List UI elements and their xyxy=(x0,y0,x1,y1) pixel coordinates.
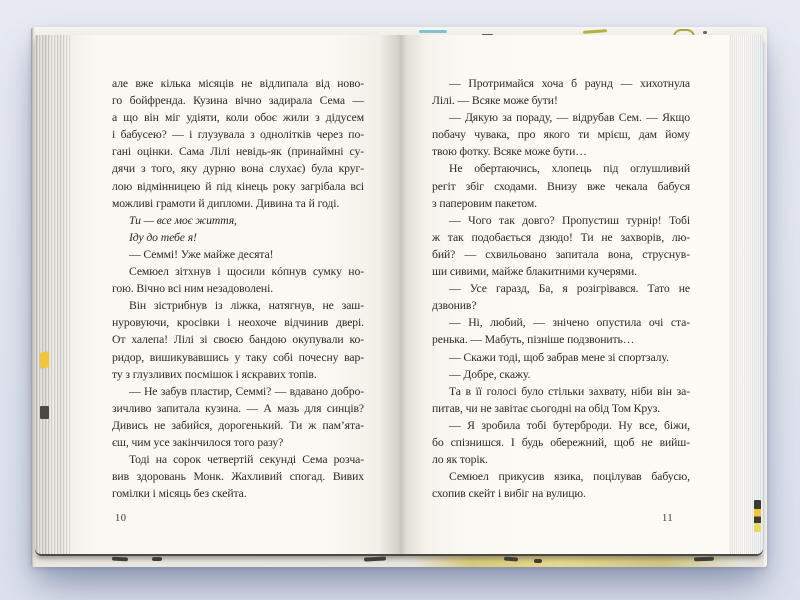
text-line: — Ні, любий, — знічено опустила очі ста- xyxy=(449,316,690,330)
text-line: — Дякую за пораду, — відрубав Сем. — Якщо xyxy=(449,111,690,125)
text-line: Семюел зітхнув і щосили кóпнув сумку но- xyxy=(129,265,364,279)
text-line: питав, чи не завітає сьогодні на обід Том Круз. xyxy=(432,401,661,415)
text-line: схопив скейт і вибіг на вулицю. xyxy=(432,487,586,501)
cover-doodle xyxy=(534,559,542,563)
text-line: вив здоровань Монк. Жахливий спогад. Вивих xyxy=(112,470,364,484)
cover-top-edge xyxy=(31,27,767,35)
left-page xyxy=(71,35,400,554)
fore-edge-mark xyxy=(754,500,761,532)
text-line: — Семмі! Уже майже десята! xyxy=(129,247,274,261)
right-page-number: 11 xyxy=(662,513,674,524)
page-block xyxy=(35,35,763,554)
text-line: Семюел прикусив язика, поцілував бабусю, xyxy=(449,470,690,484)
left-page-number: 10 xyxy=(115,513,127,524)
text-line: зичливо запитала кузина. — А мазь для синців? xyxy=(112,401,364,415)
text-line: твою фотку. Всяке може бути… xyxy=(432,145,587,159)
text-line: ренька. — Мабуть, пізніше подзвонить… xyxy=(432,333,635,347)
text-line: Іду до тебе я! xyxy=(129,230,197,244)
cover-bottom-edge xyxy=(34,555,764,567)
text-line: — Протримайся хоча б раунд — хихотнула xyxy=(449,77,690,90)
right-page-text xyxy=(432,75,690,502)
text-line: — Не забув пластир, Семмі? — вдавано добро- xyxy=(129,384,364,398)
text-line: Він зістрибнув із ліжка, натягнув, не заш- xyxy=(129,299,364,313)
text-line: дячи з того, яку дурню вона слухає) була круг- xyxy=(112,162,364,176)
text-line: — Чого так довго? Пропустиш турнір! Тобі xyxy=(449,213,690,227)
text-line: побачу чувака, про якого ти мрієш, дам йому xyxy=(432,128,690,142)
cover-doodle xyxy=(152,557,162,561)
text-line: От халепа! Лілі зі своєю бандою окупували ко- xyxy=(112,333,364,347)
left-page-text xyxy=(112,75,364,502)
text-line: дзвонив? xyxy=(432,299,477,313)
text-line: Тоді на сорок четвертій секунді Сема розча- xyxy=(129,453,364,467)
text-line: Ти — все моє життя, xyxy=(129,213,237,227)
right-page xyxy=(400,35,729,554)
text-line: — Добре, скажу. xyxy=(449,367,531,381)
text-line: а що він міг удіяти, коли обоє жили з дідусем xyxy=(112,111,364,125)
text-line: Лілі. — Всяке може бути! xyxy=(432,94,558,108)
text-line: можливі грамоти й дипломи. Дивина та й годі. xyxy=(112,196,340,210)
cover-doodle xyxy=(419,30,447,33)
text-line: лою відмінницею й під кінець року загрібала всі xyxy=(112,179,364,193)
text-line: регіт збіг сходами. Внизу вже чекала бабуся xyxy=(432,179,690,193)
text-line: го бойфренда. Кузина вічно задирала Сема — xyxy=(112,94,364,108)
text-line: — Усе гаразд, Ба, я розігрівався. Тато не xyxy=(449,282,690,296)
open-book xyxy=(31,27,767,567)
text-line: ту з глузливих посмішок і яскравих топів. xyxy=(112,367,317,381)
text-line: Дивись не забийся, дорогенький. Ти ж пам’ята- xyxy=(112,418,364,432)
text-line: і бабусею? — і глузувала з однолітків через по- xyxy=(112,128,364,142)
cover-doodle xyxy=(504,557,518,562)
text-line: гані оцінки. Сама Лілі невідь-як (принаймні су- xyxy=(112,145,364,159)
cover-doodle xyxy=(364,556,386,561)
text-line: з паперовим пакетом. xyxy=(432,196,537,210)
text-line: гомілки і місяць без скейта. xyxy=(112,487,247,501)
text-line: бо спізнишся. І будь обережний, щоб не вийш- xyxy=(432,435,690,449)
cover-doodle xyxy=(703,31,707,34)
text-line: — Скажи тоді, щоб забрав мене зі спортзалу. xyxy=(449,350,669,364)
text-line: єш, чим усе закінчилося того разу? xyxy=(112,435,284,449)
cover-doodle xyxy=(112,557,128,562)
text-line: ж так подобається дзюдо! Ти не захворів, лю- xyxy=(432,230,690,244)
text-line: але вже кілька місяців не відлипала від ново- xyxy=(112,77,364,90)
text-line: Та в її голосі було стільки захвату, ніби він за- xyxy=(449,384,690,398)
fore-edge-mark xyxy=(40,406,49,419)
text-line: — Я зробила тобі бутерброди. Ну все, біжи, xyxy=(449,418,690,432)
text-line: Не обертаючись, хлопець під оглушливий xyxy=(449,162,690,176)
text-line: ло як торік. xyxy=(432,453,488,467)
text-line: гою. Вічно всі ним незадоволені. xyxy=(112,282,274,296)
left-fore-edge xyxy=(35,35,71,554)
right-fore-edge xyxy=(729,35,763,554)
fore-edge-mark xyxy=(40,351,49,368)
cover-doodle xyxy=(694,557,714,562)
text-line: ши сивими, майже блакитними кучерями. xyxy=(432,265,637,279)
text-line: бий? — схвильовано запитала вона, струснув- xyxy=(432,247,690,261)
text-line: нуровуючи, кросівки і неохоче відчинив двері. xyxy=(112,316,364,330)
cover-doodle xyxy=(583,29,607,34)
text-line: ридор, вишикувавшись у таку собі почесну вар- xyxy=(112,350,364,364)
